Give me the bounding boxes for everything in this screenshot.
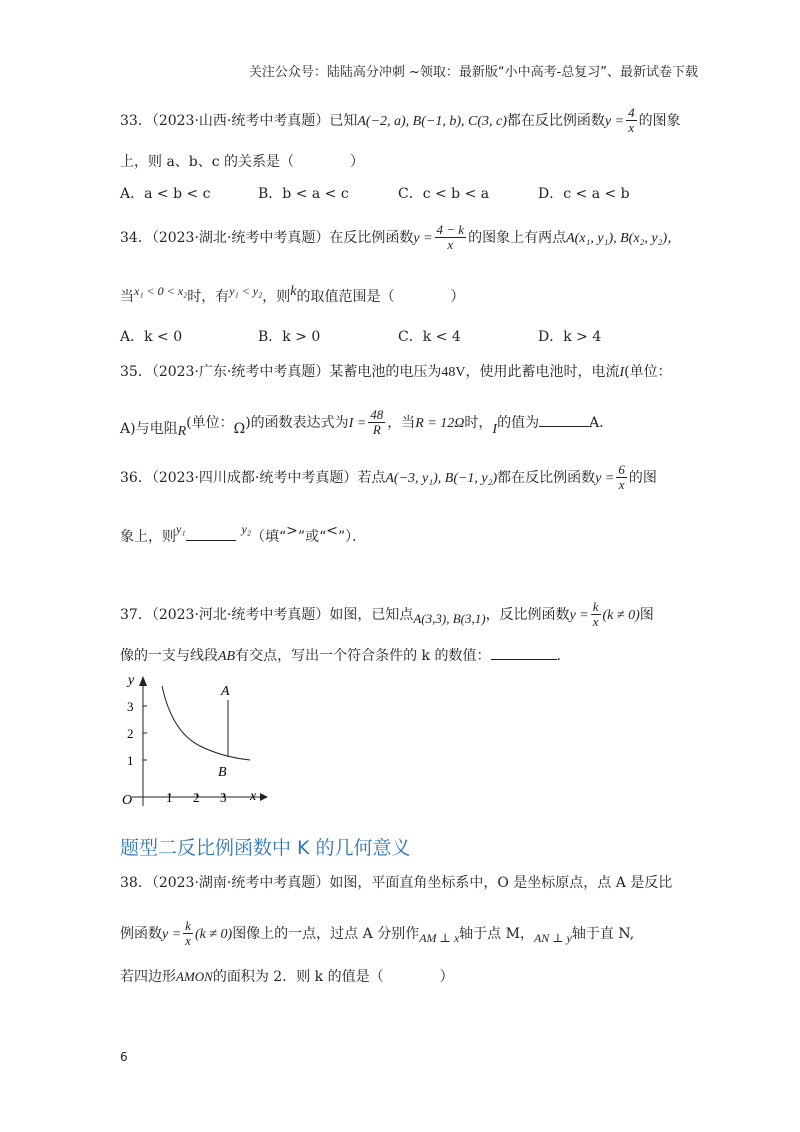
q37-line2-c: ．	[556, 648, 571, 664]
q38-line3	[120, 966, 454, 986]
q35-line2-c: )的函数表达式为	[245, 414, 349, 431]
q35-fraction-den: R	[372, 422, 381, 438]
q38-quadrilateral: AMON	[176, 969, 213, 984]
q35-func-left: I =	[348, 415, 367, 431]
q34-option-c: C．k < 4	[398, 329, 461, 345]
q35-ohm: Ω	[233, 420, 246, 437]
q37-func-left: y =	[569, 607, 589, 623]
q34-line2-b: 时，有	[187, 289, 230, 305]
q37-line2	[120, 645, 571, 665]
q37-tail: 图	[639, 606, 654, 623]
q37-graph	[110, 672, 270, 812]
q34-line2-d: 的取值范围是（ ）	[296, 289, 465, 305]
q37-number: 37．	[120, 606, 152, 623]
q35-number: 35．	[120, 364, 152, 380]
q36-lt: <	[326, 523, 338, 539]
q38-am-perp: AM ⊥ x	[419, 930, 460, 945]
q36-points: A(−3, y₁), B(−1, y₂)	[385, 470, 498, 486]
y-tick-label-1: 1	[127, 753, 134, 768]
x-tick-label-1: 1	[166, 790, 173, 805]
q35-line2-a: A)与电阻	[120, 420, 178, 437]
q38-line1: （2023·湖南·统考中考真题）如图，平面直角坐标系中，O 是坐标原点，点 A 是反比	[151, 875, 673, 891]
q36-fraction-den: x	[618, 477, 625, 493]
q35-line2	[120, 408, 613, 440]
origin-label: O	[122, 793, 133, 808]
hyperbola-curve	[162, 686, 250, 760]
q38-line2	[120, 919, 634, 949]
q36-fraction-num: 6	[618, 462, 625, 477]
q34-option-d: D．k > 4	[538, 329, 602, 345]
question-35	[120, 361, 672, 381]
q38-an-perp: AN ⊥ y	[533, 930, 572, 945]
q37-source: （2023·河北·统考中考真题）如图，已知点	[151, 606, 414, 623]
q38-fraction	[183, 919, 193, 949]
q33-fraction-den: x	[628, 120, 635, 136]
q38-func-left: y =	[162, 926, 182, 942]
q36-line2-a: 象上，则	[120, 529, 176, 545]
q38-line3-a: 若四边形	[120, 969, 176, 985]
q34-func-left: y =	[413, 230, 433, 246]
q37-condition: (k ≠ 0)	[602, 607, 640, 623]
q34-source: （2023·湖北·统考中考真题）在反比例函数	[151, 229, 414, 246]
q33-line2: 上，则 a、b、c 的关系是（ ）	[120, 154, 365, 170]
page-header: 关注公众号：陆陆高分冲刺 ~领取：最新版“小中高考-总复习”、最新试卷下载	[248, 65, 698, 80]
q36-tail: 的图	[628, 469, 657, 486]
q36-answer-blank[interactable]	[186, 540, 236, 541]
q34-fraction	[435, 223, 467, 253]
q36-mid: 都在反比例函数	[497, 469, 596, 486]
q36-y2: y₂	[241, 522, 251, 536]
q37-fraction	[591, 600, 601, 630]
q33-option-c: C．c < b < a	[398, 186, 490, 202]
q33-fraction-num: 4	[628, 105, 635, 120]
q35-resistance-symbol: R	[177, 423, 187, 439]
q33-fraction	[626, 106, 637, 136]
q34-fraction-den: x	[447, 237, 454, 253]
q34-fraction-num: 4 − k	[436, 222, 465, 237]
q38-line3-b: 的面积为 2．则 k 的值是（ ）	[212, 969, 454, 985]
q38-number: 38．	[120, 875, 152, 891]
q35-line2-f: 的值为	[497, 414, 540, 431]
q34-option-a: A．k < 0	[120, 329, 183, 345]
q36-line2-b: （填“	[251, 529, 287, 545]
x-axis-label: x	[250, 789, 257, 804]
q38-line2-a: 例函数	[120, 925, 162, 942]
q34-tail: 的图象上有两点	[468, 229, 567, 246]
q34-cond2: y₁ < y₂	[229, 284, 263, 298]
q34-points: A(x₁, y₁), B(x₂, y₂)，	[566, 230, 682, 246]
q37-fraction-num: k	[592, 599, 599, 614]
q33-points: A(−2, a), B(−1, b), C(3, c)	[357, 113, 507, 129]
q34-k: k	[290, 284, 297, 299]
q35-condition: R = 12Ω	[415, 415, 465, 431]
q34-line2-a: 当	[120, 289, 134, 305]
q36-line2-d: ”）．	[337, 529, 367, 545]
point-a-label: A	[221, 684, 230, 699]
q33-source: （2023·山西·统考中考真题）已知	[151, 112, 358, 129]
x-axis-arrow	[260, 793, 268, 801]
q35-current-symbol-2: I	[492, 421, 498, 437]
q35-fraction-num: 48	[370, 407, 384, 422]
q35-line1: （2023·广东·统考中考真题）某蓄电池的电压为	[151, 364, 442, 380]
q35-answer-blank[interactable]	[539, 426, 589, 427]
q33-mid: 都在反比例函数	[506, 112, 605, 129]
q36-line2-c: ”或“	[297, 529, 327, 545]
q35-line2-e: 时，	[464, 414, 493, 431]
question-36	[120, 463, 657, 493]
q36-line2	[120, 522, 366, 546]
page-number: 6	[120, 1050, 128, 1064]
x-tick-label-3: 3	[220, 790, 227, 805]
q36-gt: >	[286, 523, 298, 539]
q37-answer-blank[interactable]	[491, 659, 557, 660]
q33-number: 33．	[120, 112, 152, 129]
question-33	[120, 106, 681, 136]
q38-line2-b: 图像上的一点，过点 A 分别作	[232, 925, 420, 942]
q38-line2-d: 轴于直 N,	[571, 925, 635, 942]
question-38	[120, 872, 672, 892]
q37-points: A(3,3), B(3,1)	[413, 610, 486, 626]
q33-option-a: A．a < b < c	[120, 186, 211, 202]
section-title: 题型二反比例函数中 K 的几何意义	[120, 837, 411, 859]
q38-condition: (k ≠ 0)	[194, 926, 233, 942]
q33-option-d: D．c < a < b	[538, 186, 630, 202]
q36-source: （2023·四川成都·统考中考真题）若点	[151, 469, 386, 486]
q37-mid: ，反比例函数	[485, 606, 570, 623]
q33-option-b: B．b < a < c	[258, 186, 349, 202]
q34-line2-c: ，则	[262, 289, 291, 305]
q36-number: 36．	[120, 469, 152, 486]
y-axis-label: y	[128, 673, 135, 688]
question-37	[120, 600, 654, 630]
q35-voltage: 48V	[441, 365, 466, 380]
q34-number: 34．	[120, 229, 152, 246]
q37-line2-a: 像的一支与线段	[120, 648, 218, 664]
x-tick-label-2: 2	[193, 790, 200, 805]
q33-tail: 的图象	[638, 112, 681, 129]
y-tick-label-3: 3	[127, 699, 134, 714]
q38-line2-c: 轴于点 M，	[459, 925, 534, 942]
q34-line2	[120, 284, 465, 306]
q36-func-left: y =	[595, 470, 615, 486]
q35-line2-b: (单位：	[186, 414, 234, 431]
q33-func-left: y =	[604, 113, 625, 129]
q36-y1: y₁	[176, 522, 186, 536]
y-axis-arrow	[139, 676, 147, 686]
q34-cond1: x₁ < 0 < x₂	[134, 284, 188, 298]
q35-line2-d: ，当	[387, 414, 416, 431]
q38-fraction-den: x	[185, 933, 191, 949]
q37-segment-ab: AB	[218, 649, 236, 664]
question-34	[120, 223, 681, 253]
q35-line2-g: A．	[589, 414, 614, 431]
q34-option-b: B．k > 0	[258, 329, 321, 345]
point-b-label: B	[218, 765, 227, 780]
q38-fraction-num: k	[185, 918, 191, 933]
q35-line1-b: ，使用此蓄电池时，电流	[465, 364, 620, 380]
q37-line2-b: 有交点，写出一个符合条件的 k 的数值：	[235, 648, 491, 664]
q37-fraction-den: x	[592, 614, 599, 630]
y-tick-label-2: 2	[127, 726, 134, 741]
q35-line1-c: (单位：	[624, 364, 672, 380]
q36-fraction	[616, 463, 627, 493]
q35-fraction	[368, 408, 385, 438]
q35-current-symbol: I	[619, 365, 625, 380]
